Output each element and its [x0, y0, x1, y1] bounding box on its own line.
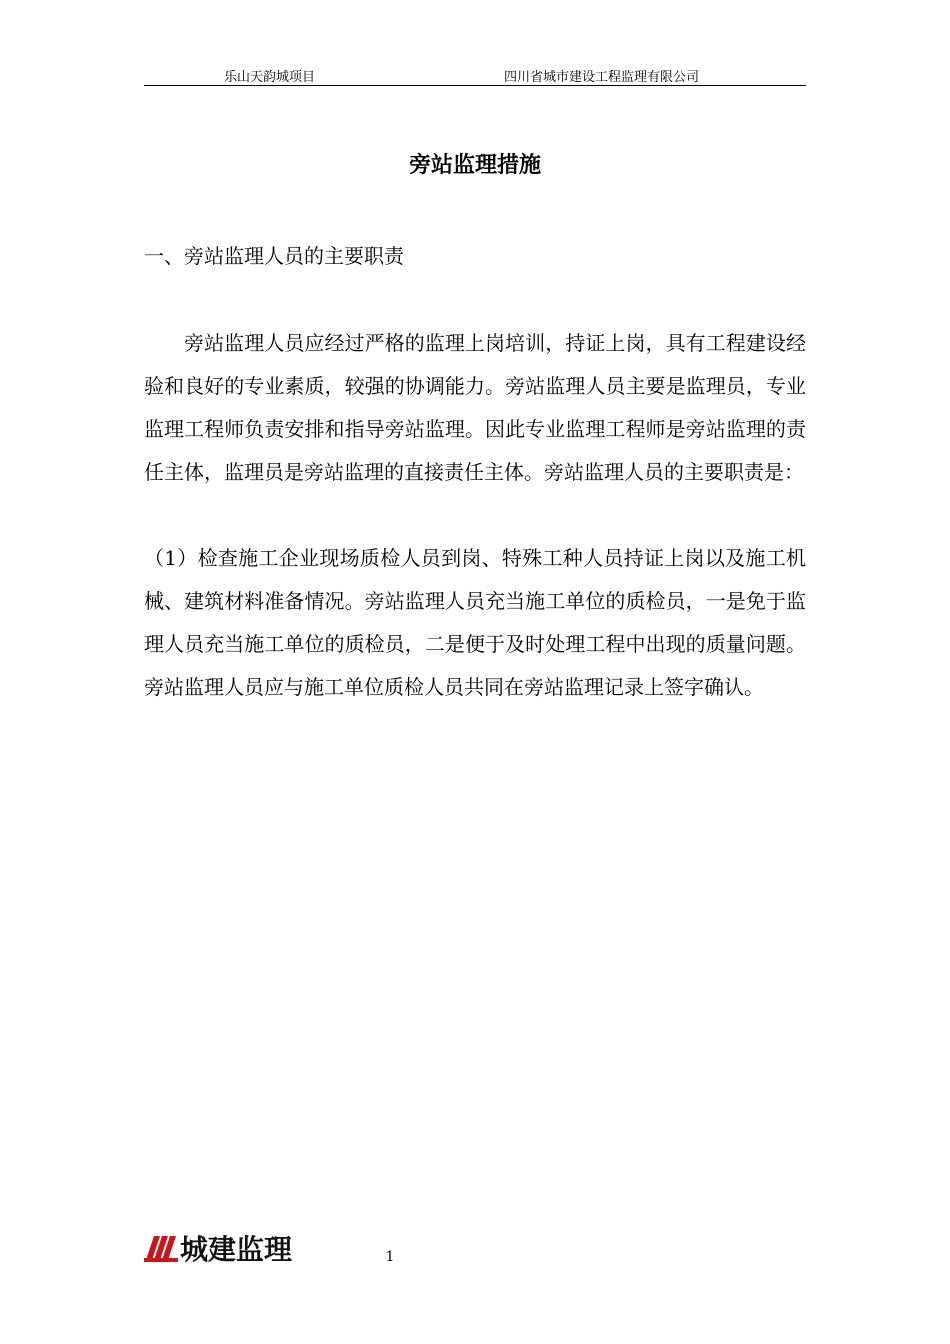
- document-title: 旁站监理措施: [408, 153, 541, 178]
- paragraph-intro: 旁站监理人员应经过严格的监理上岗培训，持证上岗，具有工程建设经验和良好的专业素质，较强的协调能力。旁站监理人员主要是监理员，专业监理工程师负责安排和指导旁站监理。因此专业监理工程师是旁站监理的责任主体，监理员是旁站监理的直接责任主体。旁站监理人员的主要职责是：: [144, 331, 806, 484]
- logo-text: 城建监理: [180, 1233, 293, 1266]
- page-header: [144, 64, 806, 84]
- header-divider: [144, 85, 806, 86]
- body-text: [144, 322, 806, 752]
- section-heading: 一、旁站监理人员的主要职责: [144, 244, 404, 268]
- page-number: 1: [385, 1249, 395, 1265]
- header-company-name: 四川省城市建设工程监理有限公司: [504, 70, 700, 85]
- header-project-name: 乐山天韵城项目: [224, 70, 316, 85]
- paragraph-item-1: （1）检查施工企业现场质检人员到岗、特殊工种人员持证上岗以及施工机械、建筑材料准备情况。旁站监理人员充当施工单位的质检员，一是免于监理人员充当施工单位的质检员，二是便于及时处理工程中出现的质量问题。旁站监理人员应与施工单位质检人员共同在旁站监理记录上签字确认。: [144, 546, 806, 699]
